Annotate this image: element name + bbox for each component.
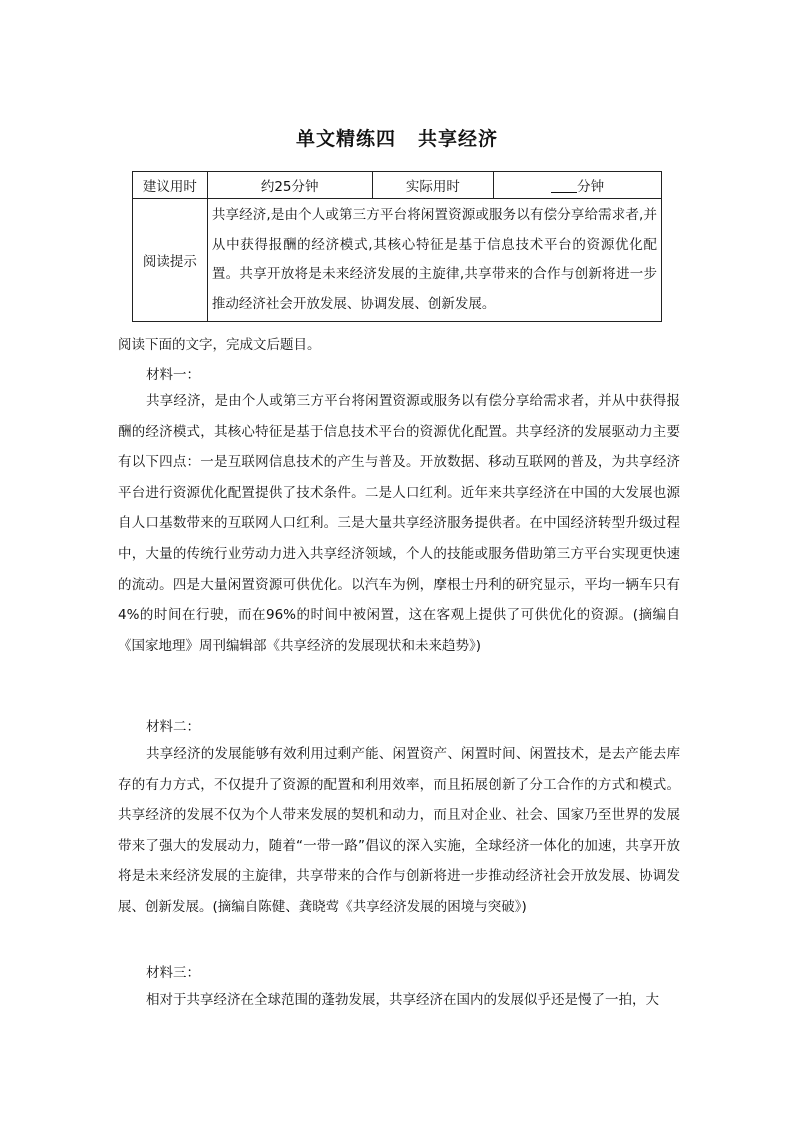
info-row-time: [133, 172, 662, 199]
info-row-tips: [133, 199, 662, 322]
actual-time-cell: [494, 172, 662, 199]
actual-time-label: 实际用时: [372, 172, 494, 199]
material-1-text: 共享经济，是由个人或第三方平台将闲置资源或服务以有偿分享给需求者，并从中获得报酬的经济模式，其核心特征是基于信息技术平台的资源优化配置。共享经济的发展驱动力主要有以下四点：一是互联网信息技术的产生与普及。开放数据、移动互联网的普及，为共享经济平台进行资源优化配置提供了技术条件。二是人口红利。近年来共享经济在中国的大发展也源自人口基数带来的互联网人口红利。三是大量共享经济服务提供者。在中国经济转型升级过程中，大量的传统行业劳动力进入共享经济领域，个人的技能或服务借助第三方平台实现更快速的流动。四是大量闲置资源可供优化。以汽车为例，摩根士丹利的研究显示，平均一辆车只有4%的时间在行驶，而在96%的时间中被闲置，这在客观上提供了可供优化的资源。(摘编自《国家地理》周刊编辑部《共享经济的发展现状和未来趋势》): [118, 393, 680, 654]
actual-time-unit: 分钟: [577, 179, 605, 195]
tips-label: 阅读提示: [133, 199, 208, 322]
info-table: [132, 171, 662, 322]
suggested-time-value: 约25分钟: [207, 172, 372, 199]
title-main: 单文精练四: [295, 128, 396, 150]
tips-text: 共享经济,是由个人或第三方平台将闲置资源或服务以有偿分享给需求者,并从中获得报酬的经济模式,其核心特征是基于信息技术平台的资源优化配置。共享开放将是未来经济发展的主旋律,共享带来的合作与创新将进一步推动经济社会开放发展、协调发展、创新发展。: [207, 199, 661, 322]
material-2-label: 材料二：: [146, 719, 200, 735]
material-3-label: 材料三：: [146, 965, 200, 981]
actual-time-blank[interactable]: [551, 178, 577, 193]
suggested-time-label: 建议用时: [133, 172, 208, 199]
material-1-label: 材料一：: [146, 367, 200, 383]
material-2-text: 共享经济的发展能够有效利用过剩产能、闲置资产、闲置时间、闲置技术，是去产能去库存的有力方式，不仅提升了资源的配置和利用效率，而且拓展创新了分工合作的方式和模式。共享经济的发展不仅为个人带来发展的契机和动力，而且对企业、社会、国家乃至世界的发展带来了强大的发展动力，随着“一带一路”倡议的深入实施，全球经济一体化的加速，共享开放将是未来经济发展的主旋律，共享带来的合作与创新将进一步推动经济社会开放发展、协调发展、创新发展。(摘编自陈健、龚晓莺《共享经济发展的困境与突破》): [118, 746, 680, 915]
material-3-text: 相对于共享经济在全球范围的蓬勃发展，共享经济在国内的发展似乎还是慢了一拍，大: [146, 992, 659, 1008]
instruction: 阅读下面的文字，完成文后题目。: [118, 337, 321, 353]
page-title: [0, 124, 794, 151]
title-sub: 共享经济: [418, 128, 499, 150]
